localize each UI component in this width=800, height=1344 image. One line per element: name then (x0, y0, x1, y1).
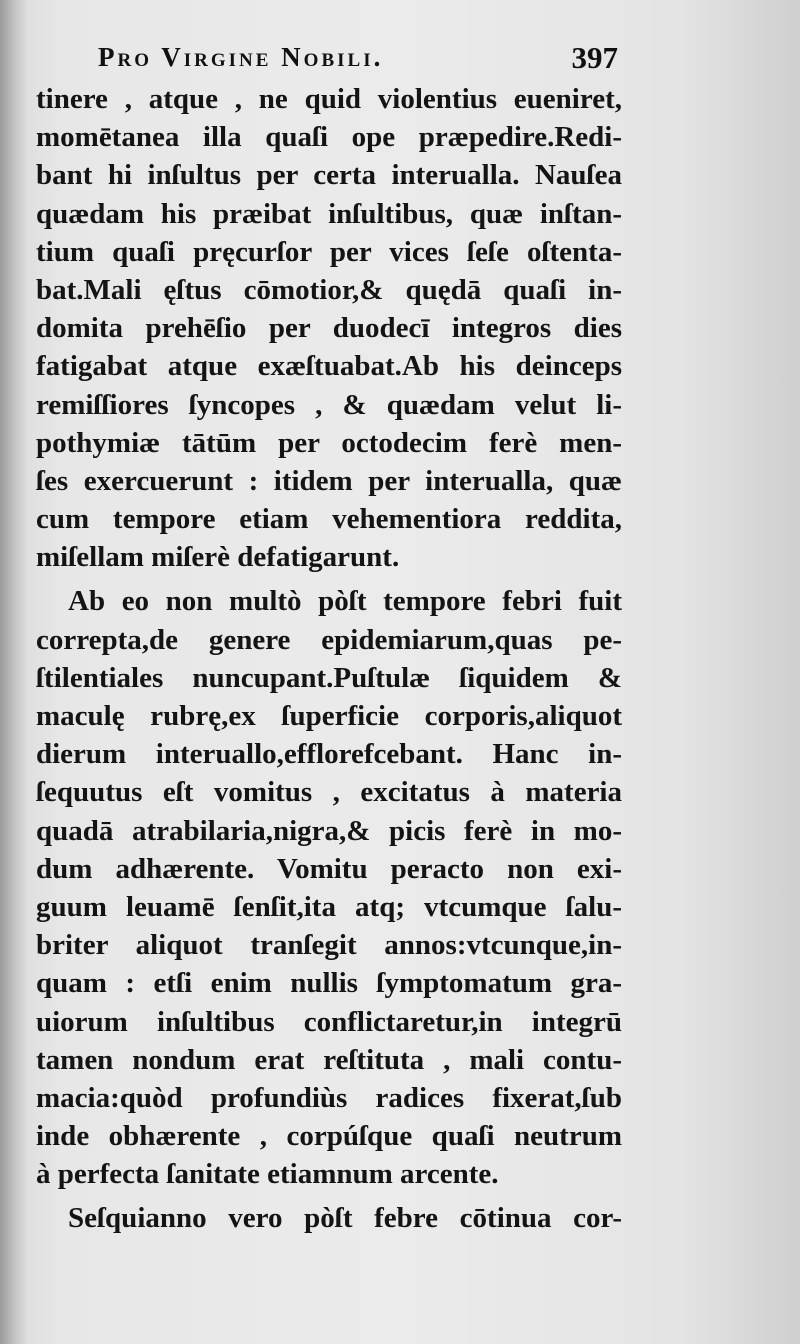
body-text (36, 80, 622, 1238)
text-line: tium quaſi pręcurſor per vices ſeſe oſtenta- (36, 235, 622, 268)
text-line: correpta,de genere epidemiarum,quas pe- (36, 623, 622, 656)
text-line: cum tempore etiam vehementiora reddita, (36, 503, 622, 536)
text-line: ſes exercuerunt : itidem per interualla, quæ (36, 464, 622, 497)
text-line: domita prehēſio per duodecī integros dies (36, 312, 622, 345)
text-line: Seſquianno vero pòſt febre cōtinua cor- (68, 1202, 622, 1235)
text-line: bant hi inſultus per certa interualla. Nauſea (36, 159, 622, 192)
text-line: maculę rubrę,ex ſuperficie corporis,aliquot (36, 700, 622, 732)
page-header (98, 36, 618, 86)
text-line: tamen nondum erat reſtituta , mali contu- (36, 1043, 622, 1076)
text-line: dierum interuallo,efflorefcebant. Hanc in- (36, 738, 622, 771)
text-line: tinere , atque , ne quid violentius eueniret, (36, 83, 622, 115)
text-line: momētanea illa quaſi ope præpedire.Redi- (36, 121, 622, 154)
text-line: miſellam miſerè defatigarunt. (36, 541, 400, 574)
text-line: remiſſiores ſyncopes , & quædam velut li- (36, 388, 622, 421)
text-line: quam : etſi enim nullis ſymptomatum gra- (36, 967, 622, 1000)
page-number: 397 (571, 40, 618, 75)
text-line: dum adhærente. Vomitu peracto non exi- (36, 852, 622, 885)
text-line: à perfecta ſanitate etiamnum arcente. (36, 1158, 499, 1191)
running-head: Pro Virgine Nobili. (98, 42, 384, 72)
text-line: briter aliquot tranſegit annos:vtcunque,in- (36, 929, 622, 962)
text-line: ſtilentiales nuncupant.Puſtulæ ſiquidem & (36, 661, 622, 694)
text-line: fatigabat atque exæſtuabat.Ab his deinceps (36, 350, 622, 383)
text-line: quædam his præibat inſultibus, quæ inſtan- (36, 197, 622, 230)
text-line: quadā atrabilaria,nigra,& picis ferè in mo- (36, 814, 622, 847)
text-line: uiorum inſultibus conflictaretur,in integrū (36, 1005, 622, 1038)
text-line: Ab eo non multò pòſt tempore febri fuit (68, 585, 622, 618)
text-line: pothymiæ tātūm per octodecim ferè men- (36, 426, 622, 459)
text-line: guum leuamē ſenſit,ita atq; vtcumque ſalu- (36, 890, 622, 923)
text-line: ſequutus eſt vomitus , excitatus à materia (36, 776, 622, 809)
text-line: macia:quòd profundiùs radices fixerat,ſub (36, 1081, 622, 1114)
text-line: bat.Mali ęſtus cōmotior,& quędā quaſi in- (36, 273, 622, 306)
text-line: inde obhærente , corpúſque quaſi neutrum (36, 1120, 622, 1153)
